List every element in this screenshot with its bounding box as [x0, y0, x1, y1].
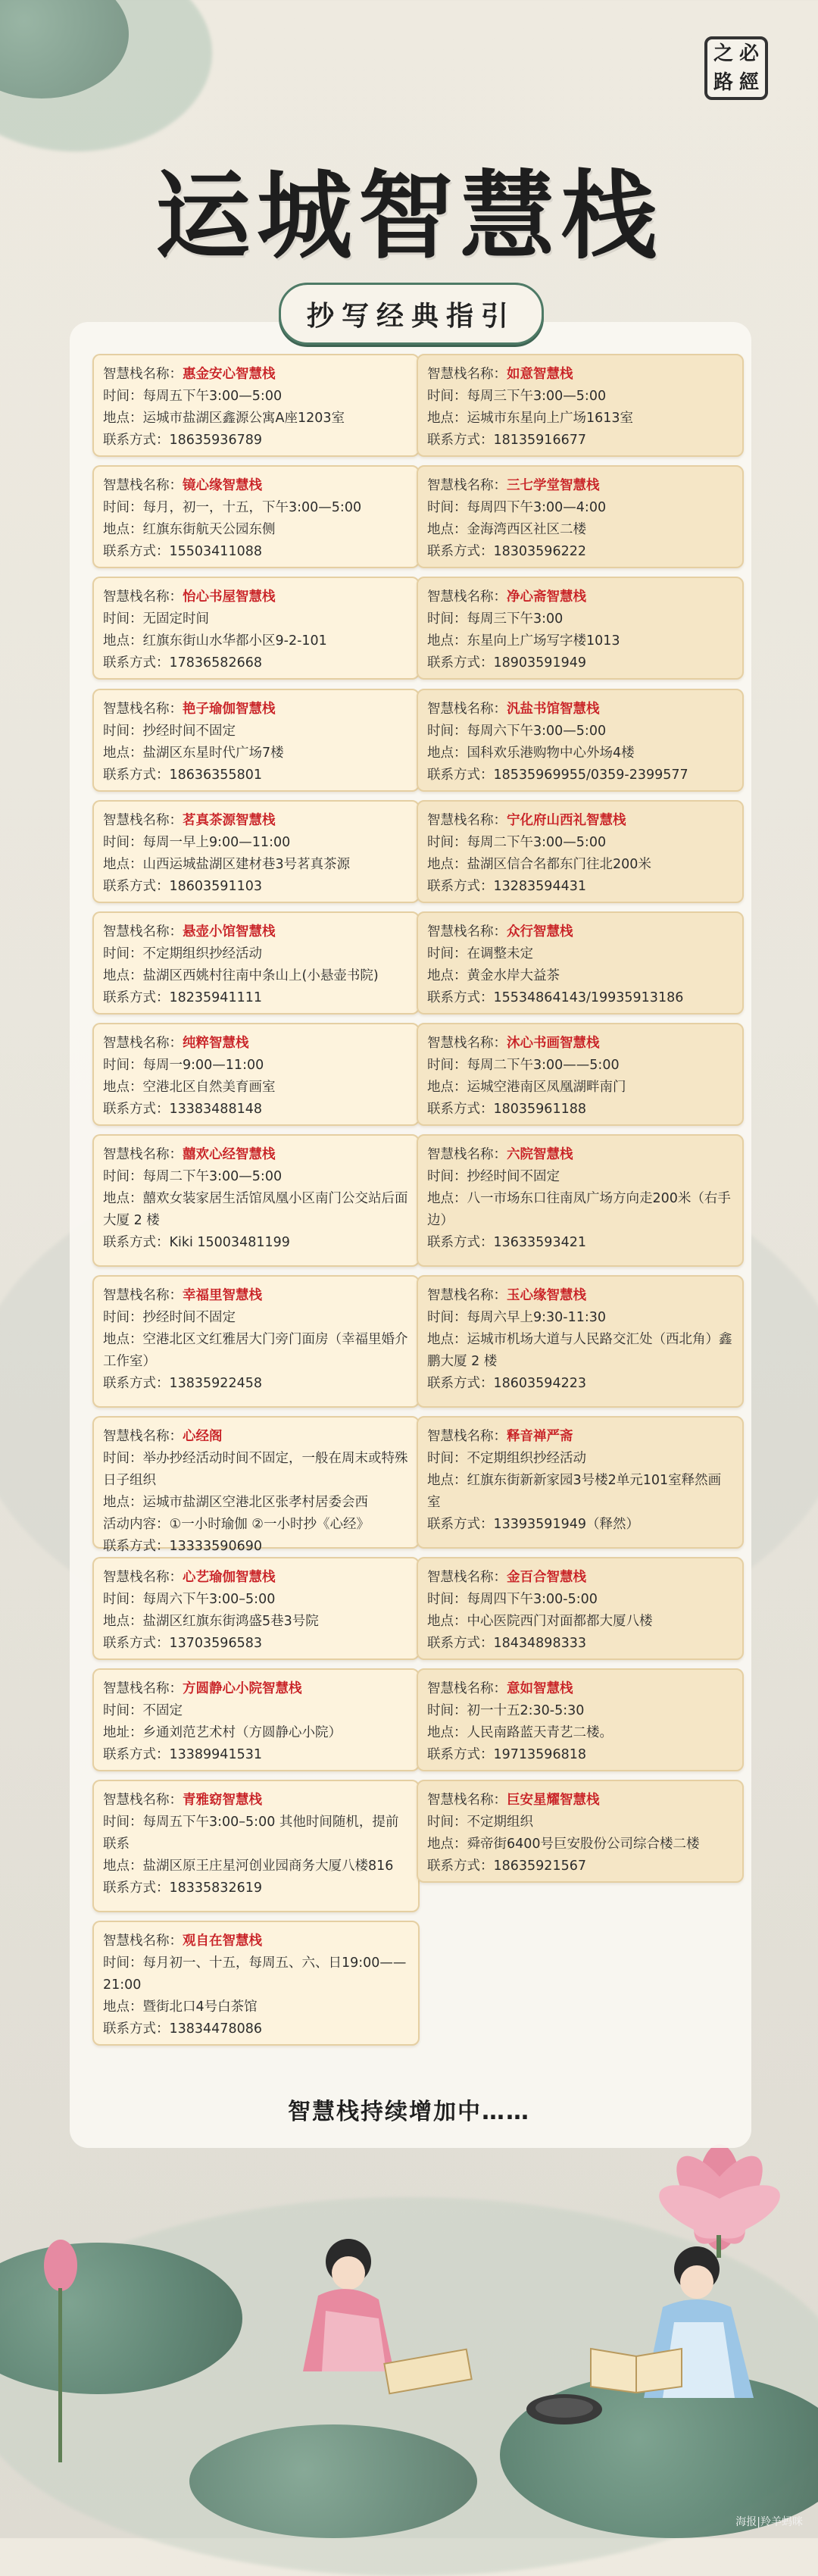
station-detail-row: 联系方式：18235941111 — [103, 990, 262, 1005]
station-detail-row: 联系方式：18335832619 — [103, 1880, 262, 1896]
station-detail-row: 地点：运城空港南区凤凰湖畔南门 — [427, 1080, 626, 1095]
station-detail-row: 时间：每月初一、十五，每周五、六、日19:00——21:00 — [103, 1955, 407, 1993]
station-name-row — [427, 364, 733, 386]
station-name: 三七学堂智慧栈 — [507, 478, 600, 493]
station-detail-row: 时间：在调整未定 — [427, 946, 533, 961]
station-detail-row: 联系方式：Kiki 15003481199 — [103, 1235, 290, 1250]
station-detail-row: 地点：运城市机场大道与人民路交汇处（西北角）鑫鹏大厦 2 楼 — [427, 1332, 732, 1369]
station-detail-row: 地点：空港北区文红雅居大门旁门面房（幸福里婚介工作室） — [103, 1332, 408, 1369]
station-detail-row: 地点：运城市东星向上广场1613室 — [427, 411, 634, 426]
station-detail-row: 地点：红旗东街新新家园3号楼2单元101室释然画室 — [427, 1473, 722, 1510]
station-name: 纯粹智慧栈 — [183, 1036, 249, 1051]
station-card — [417, 577, 744, 680]
station-detail-row: 联系方式：18635936789 — [103, 433, 262, 448]
station-name-label: 智慧栈名称： — [427, 1147, 507, 1162]
station-name-row — [103, 1426, 409, 1448]
station-name: 怡心书屋智慧栈 — [183, 589, 276, 605]
station-detail-row: 地点：舜帝街6400号巨安股份公司综合楼二楼 — [427, 1837, 700, 1852]
station-detail-row: 联系方式：13834478086 — [103, 2021, 262, 2037]
station-name-row — [427, 1790, 733, 1812]
card-grid — [70, 322, 751, 2148]
station-detail-row: 时间：每周四下午3:00-5:00 — [427, 1592, 598, 1607]
station-card — [417, 911, 744, 1014]
station-detail-row: 联系方式：13835922458 — [103, 1376, 262, 1391]
station-name: 汎盐书馆智慧栈 — [507, 702, 600, 717]
station-name-label: 智慧栈名称： — [427, 1793, 507, 1808]
station-name-label: 智慧栈名称： — [427, 702, 507, 717]
station-name-label: 智慧栈名称： — [427, 367, 507, 382]
station-name-row — [427, 1426, 733, 1448]
station-card — [92, 1134, 420, 1267]
station-name-row — [103, 1144, 409, 1166]
station-detail-row: 时间：每周五下午3:00–5:00 其他时间随机，提前联系 — [103, 1815, 399, 1852]
station-detail-row: 时间：每周六早上9:30-11:30 — [427, 1310, 607, 1325]
station-name-row — [103, 1567, 409, 1589]
station-detail-row: 地点：盐湖区信合名都东门往北200米 — [427, 857, 651, 872]
station-name: 悬壶小馆智慧栈 — [183, 924, 276, 939]
station-detail-row: 联系方式：18434898333 — [427, 1636, 586, 1651]
station-name-row — [103, 364, 409, 386]
station-card — [92, 800, 420, 903]
station-detail-row: 联系方式：18603594223 — [427, 1376, 586, 1391]
station-name-label: 智慧栈名称： — [427, 924, 507, 939]
station-detail-row: 联系方式：13383488148 — [103, 1102, 262, 1117]
station-detail-row: 联系方式：13333590690 — [103, 1539, 262, 1554]
station-name-label: 智慧栈名称： — [103, 1147, 183, 1162]
station-detail-row: 时间：抄经时间不固定 — [103, 724, 236, 739]
station-detail-row: 时间：初一十五2:30-5:30 — [427, 1703, 585, 1718]
station-detail-row: 地点：空港北区自然美育画室 — [103, 1080, 276, 1095]
station-name-label: 智慧栈名称： — [103, 924, 183, 939]
station-detail-row: 联系方式：17836582668 — [103, 655, 262, 671]
station-detail-row: 联系方式：18535969955/0359-2399577 — [427, 767, 688, 783]
station-card — [92, 1557, 420, 1660]
station-name-label: 智慧栈名称： — [427, 813, 507, 828]
subtitle: 抄写经典指引 — [279, 283, 544, 345]
station-name: 囍欢心经智慧栈 — [183, 1147, 276, 1162]
station-detail-row: 时间：不定期组织 — [427, 1815, 533, 1830]
station-name: 茗真茶源智慧栈 — [183, 813, 276, 828]
station-name: 青雅窈智慧栈 — [183, 1793, 262, 1808]
station-detail-row: 地点：红旗东街航天公园东侧 — [103, 522, 276, 537]
station-detail-row: 联系方式：18603591103 — [103, 879, 262, 894]
station-detail-row: 时间：举办抄经活动时间不固定，一般在周末或特殊日子组织 — [103, 1451, 408, 1488]
station-detail-row: 地点：盐湖区西姚村往南中条山上(小悬壶书院) — [103, 968, 379, 983]
station-card — [417, 465, 744, 568]
station-detail-row: 地点：金海湾西区社区二楼 — [427, 522, 586, 537]
station-detail-row: 联系方式：18636355801 — [103, 767, 262, 783]
station-name: 如意智慧栈 — [507, 367, 573, 382]
lotus-bud-icon — [30, 2235, 91, 2462]
station-detail-row: 地点：盐湖区红旗东街鸿盛5巷3号院 — [103, 1614, 319, 1629]
station-name: 净心斋智慧栈 — [507, 589, 586, 605]
station-name: 惠金安心智慧栈 — [183, 367, 276, 382]
station-name-row — [427, 1567, 733, 1589]
station-name-label: 智慧栈名称： — [103, 367, 183, 382]
station-name-row — [427, 810, 733, 832]
station-card — [92, 689, 420, 792]
station-name: 方圆静心小院智慧栈 — [183, 1681, 302, 1696]
station-detail-row: 时间：每周六下午3:00—5:00 — [427, 724, 607, 739]
station-detail-row: 时间：不定期组织抄经活动 — [427, 1451, 586, 1466]
station-name-row — [427, 1033, 733, 1055]
station-name-row — [103, 1678, 409, 1700]
station-name-row — [103, 1285, 409, 1307]
station-name-label: 智慧栈名称： — [427, 1681, 507, 1696]
station-detail-row: 时间：每周一早上9:00—11:00 — [103, 835, 291, 850]
station-card — [92, 911, 420, 1014]
station-card — [417, 1780, 744, 1883]
station-detail-row: 联系方式：13393591949（释然） — [427, 1517, 639, 1532]
station-name-label: 智慧栈名称： — [103, 1570, 183, 1585]
station-name-row — [103, 699, 409, 721]
station-detail-row: 联系方式：15534864143/19935913186 — [427, 990, 684, 1005]
station-name-row — [427, 1144, 733, 1166]
station-name-label: 智慧栈名称： — [103, 1934, 183, 1949]
station-detail-row: 地点：红旗东街山水华都小区9-2-101 — [103, 633, 327, 649]
station-detail-row: 地点：盐湖区原王庄星河创业园商务大厦八楼816 — [103, 1859, 394, 1874]
station-name-label: 智慧栈名称： — [103, 702, 183, 717]
station-name: 宁化府山西礼智慧栈 — [507, 813, 626, 828]
station-detail-row: 地点：中心医院西门对面都都大厦八楼 — [427, 1614, 653, 1629]
station-card — [417, 800, 744, 903]
station-name: 意如智慧栈 — [507, 1681, 573, 1696]
station-detail-row: 时间：每周五下午3:00—5:00 — [103, 389, 283, 404]
station-name-label: 智慧栈名称： — [103, 1036, 183, 1051]
station-detail-row: 地点：暨街北口4号白茶馆 — [103, 1999, 258, 2015]
station-detail-row: 时间：无固定时间 — [103, 611, 209, 627]
station-name-row — [103, 586, 409, 608]
station-name: 心艺瑜伽智慧栈 — [183, 1570, 276, 1585]
station-detail-row: 地点：国科欢乐港购物中心外场4楼 — [427, 746, 635, 761]
station-name-label: 智慧栈名称： — [427, 478, 507, 493]
station-name-label: 智慧栈名称： — [103, 1429, 183, 1444]
station-name: 沐心书画智慧栈 — [507, 1036, 600, 1051]
station-detail-row: 时间：每周一9:00—11:00 — [103, 1058, 264, 1073]
station-detail-row: 联系方式：13389941531 — [103, 1747, 262, 1762]
station-name-row — [103, 1790, 409, 1812]
open-book — [583, 2334, 689, 2394]
station-name-label: 智慧栈名称： — [103, 1793, 183, 1808]
station-name-label: 智慧栈名称： — [427, 1429, 507, 1444]
station-detail-row: 联系方式：18635921567 — [427, 1859, 586, 1874]
page-title: 运城智慧栈 — [155, 160, 663, 272]
station-detail-row: 时间：抄经时间不固定 — [427, 1169, 560, 1184]
station-detail-row: 地址：乡通刘范艺术村（方圆静心小院） — [103, 1725, 342, 1740]
station-card — [417, 689, 744, 792]
seal-stamp: 之 必 路 經 — [704, 36, 768, 100]
station-card — [92, 1921, 420, 2046]
credit-text: 海报|羚羊蚂咪 — [735, 2516, 803, 2528]
station-name-label: 智慧栈名称： — [427, 1570, 507, 1585]
station-name: 幸福里智慧栈 — [183, 1288, 262, 1303]
station-detail-row: 活动内容：①一小时瑜伽 ②一小时抄《心经》 — [103, 1517, 370, 1532]
station-card — [417, 354, 744, 457]
station-detail-row: 联系方式：18135916677 — [427, 433, 586, 448]
station-name: 玉心缘智慧栈 — [507, 1288, 586, 1303]
station-name-label: 智慧栈名称： — [103, 589, 183, 605]
station-name-row — [427, 1678, 733, 1700]
station-detail-row: 地点：人民南路蓝天青艺二楼。 — [427, 1725, 613, 1740]
footer-text: 智慧栈持续增加中…… — [288, 2099, 530, 2125]
station-name-row — [103, 1930, 409, 1952]
station-name: 艳子瑜伽智慧栈 — [183, 702, 276, 717]
station-detail-row: 时间：不固定 — [103, 1703, 183, 1718]
station-name-row — [103, 1033, 409, 1055]
station-name-row — [103, 475, 409, 497]
station-name: 巨安星耀智慧栈 — [507, 1793, 600, 1808]
station-detail-row: 地点：运城市盐湖区空港北区张孝村居委会西 — [103, 1495, 368, 1510]
lotus-leaf-bottom-center — [189, 2424, 477, 2538]
station-detail-row: 联系方式：13283594431 — [427, 879, 586, 894]
station-card — [92, 577, 420, 680]
scroll-paper-left — [379, 2341, 477, 2402]
station-detail-row: 地点：八一市场东口往南凤广场方向走200米（右手边） — [427, 1191, 731, 1228]
station-name-label: 智慧栈名称： — [103, 1288, 183, 1303]
station-name-label: 智慧栈名称： — [103, 813, 183, 828]
station-detail-row: 联系方式：13703596583 — [103, 1636, 262, 1651]
station-card — [92, 1416, 420, 1554]
station-card — [92, 1023, 420, 1126]
station-card — [417, 1275, 744, 1408]
station-name: 众行智慧栈 — [507, 924, 573, 939]
content-panel — [70, 322, 751, 2148]
station-detail-row: 时间：每周四下午3:00—4:00 — [427, 500, 607, 515]
station-card — [92, 1275, 420, 1408]
station-name-row — [427, 475, 733, 497]
station-name-label: 智慧栈名称： — [427, 1288, 507, 1303]
station-name-row — [427, 699, 733, 721]
station-name: 镜心缘智慧栈 — [183, 478, 262, 493]
station-detail-row: 联系方式：18903591949 — [427, 655, 586, 671]
station-name-row — [427, 1285, 733, 1307]
station-detail-row: 联系方式：19713596818 — [427, 1747, 586, 1762]
station-card — [92, 1780, 420, 1912]
station-card — [417, 1023, 744, 1126]
station-detail-row: 联系方式：15503411088 — [103, 544, 262, 559]
station-detail-row: 时间：每月，初一，十五，下午3:00—5:00 — [103, 500, 362, 515]
station-name-label: 智慧栈名称： — [103, 478, 183, 493]
station-detail-row: 地点：盐湖区东星时代广场7楼 — [103, 746, 284, 761]
station-name: 观自在智慧栈 — [183, 1934, 262, 1949]
station-detail-row: 时间：每周二下午3:00——5:00 — [427, 1058, 620, 1073]
station-detail-row: 联系方式：18035961188 — [427, 1102, 586, 1117]
station-detail-row: 时间：抄经时间不固定 — [103, 1310, 236, 1325]
station-detail-row: 时间：每周三下午3:00 — [427, 611, 564, 627]
station-name-row — [427, 586, 733, 608]
station-detail-row: 地点：黄金水岸大益茶 — [427, 968, 560, 983]
station-name-label: 智慧栈名称： — [103, 1681, 183, 1696]
ink-stone — [523, 2387, 606, 2432]
station-detail-row: 时间：每周六下午3:00–5:00 — [103, 1592, 276, 1607]
station-detail-row: 地点：东星向上广场写字楼1013 — [427, 633, 620, 649]
station-name-label: 智慧栈名称： — [427, 589, 507, 605]
station-detail-row: 地点：囍欢女装家居生活馆凤凰小区南门公交站后面大厦 2 楼 — [103, 1191, 408, 1228]
station-name: 释音禅严斋 — [507, 1429, 573, 1444]
station-detail-row: 联系方式：18303596222 — [427, 544, 586, 559]
station-card — [417, 1557, 744, 1660]
station-detail-row: 时间：每周二下午3:00—5:00 — [103, 1169, 283, 1184]
station-name: 六院智慧栈 — [507, 1147, 573, 1162]
station-detail-row: 时间：不定期组织抄经活动 — [103, 946, 262, 961]
station-card — [417, 1668, 744, 1771]
station-detail-row: 地点：山西运城盐湖区建材巷3号茗真茶源 — [103, 857, 351, 872]
station-card — [417, 1416, 744, 1549]
station-card — [92, 1668, 420, 1771]
station-detail-row: 时间：每周二下午3:00—5:00 — [427, 835, 607, 850]
station-detail-row: 地点：运城市盐湖区鑫源公寓A座1203室 — [103, 411, 345, 426]
station-card — [92, 354, 420, 457]
station-name-row — [103, 921, 409, 943]
station-name: 金百合智慧栈 — [507, 1570, 586, 1585]
station-detail-row: 时间：每周三下午3:00—5:00 — [427, 389, 607, 404]
station-name-row — [427, 921, 733, 943]
station-card — [92, 465, 420, 568]
station-card — [417, 1134, 744, 1267]
station-name-row — [103, 810, 409, 832]
station-detail-row: 联系方式：13633593421 — [427, 1235, 586, 1250]
station-name: 心经阁 — [183, 1429, 223, 1444]
station-name-label: 智慧栈名称： — [427, 1036, 507, 1051]
